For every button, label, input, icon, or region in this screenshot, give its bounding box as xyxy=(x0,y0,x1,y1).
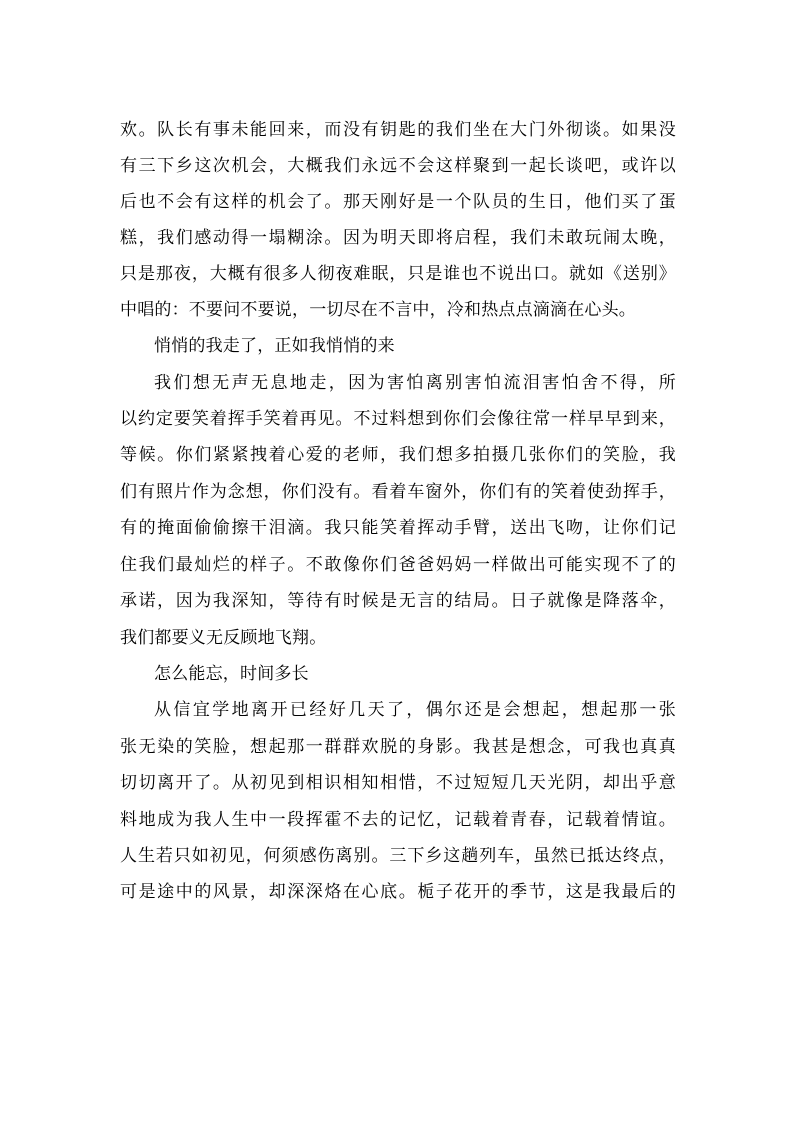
paragraph-line: 承诺，因为我深知，等待有时候是无言的结局。日子就像是降落伞， xyxy=(120,591,676,611)
section-heading: 悄悄的我走了，正如我悄悄的来 xyxy=(154,336,395,356)
paragraph-line: 等候。你们紧紧拽着心爱的老师，我们想多拍摄几张你们的笑脸，我 xyxy=(120,445,676,465)
paragraph-line: 糕，我们感动得一塌糊涂。因为明天即将启程，我们未敢玩闹太晚， xyxy=(120,228,676,248)
paragraph-line: 只是那夜，大概有很多人彻夜难眠，只是谁也不说出口。就如《送别》 xyxy=(120,264,676,284)
paragraph-line: 料地成为我人生中一段挥霍不去的记忆，记载着青春，记载着情谊。 xyxy=(120,810,676,830)
paragraph-line: 欢。队长有事未能回来，而没有钥匙的我们坐在大门外彻谈。如果没 xyxy=(120,120,676,140)
paragraph-line: 们有照片作为念想，你们没有。看着车窗外，你们有的笑着使劲挥手， xyxy=(120,482,676,502)
section-heading: 怎么能忘，时间多长 xyxy=(154,664,309,684)
paragraph-line: 我们想无声无息地走，因为害怕离别害怕流泪害怕舍不得，所 xyxy=(154,373,676,393)
paragraph-line: 可是途中的风景，却深深烙在心底。栀子花开的季节，这是我最后的 xyxy=(120,882,676,902)
paragraph-line: 我们都要义无反顾地飞翔。 xyxy=(120,628,327,648)
paragraph-line: 人生若只如初见，何须感伤离别。三下乡这趟列车，虽然已抵达终点， xyxy=(120,846,676,866)
paragraph-line: 张无染的笑脸，想起那一群群欢脱的身影。我甚是想念，可我也真真 xyxy=(120,737,676,757)
paragraph-line: 有三下乡这次机会，大概我们永远不会这样聚到一起长谈吧，或许以 xyxy=(120,156,676,176)
paragraph-line: 有的掩面偷偷擦干泪滴。我只能笑着挥动手臂，送出飞吻，让你们记 xyxy=(120,518,676,538)
paragraph-line: 从信宜学地离开已经好几天了，偶尔还是会想起，想起那一张 xyxy=(154,700,676,720)
paragraph-line: 以约定要笑着挥手笑着再见。不过料想到你们会像往常一样早早到来， xyxy=(120,409,676,429)
paragraph-line: 中唱的：不要问不要说，一切尽在不言中，冷和热点点滴滴在心头。 xyxy=(120,300,636,320)
paragraph-line: 住我们最灿烂的样子。不敢像你们爸爸妈妈一样做出可能实现不了的 xyxy=(120,555,676,575)
paragraph-line: 后也不会有这样的机会了。那天刚好是一个队员的生日，他们买了蛋 xyxy=(120,192,676,212)
paragraph-line: 切切离开了。从初见到相识相知相惜，不过短短几天光阴，却出乎意 xyxy=(120,773,676,793)
